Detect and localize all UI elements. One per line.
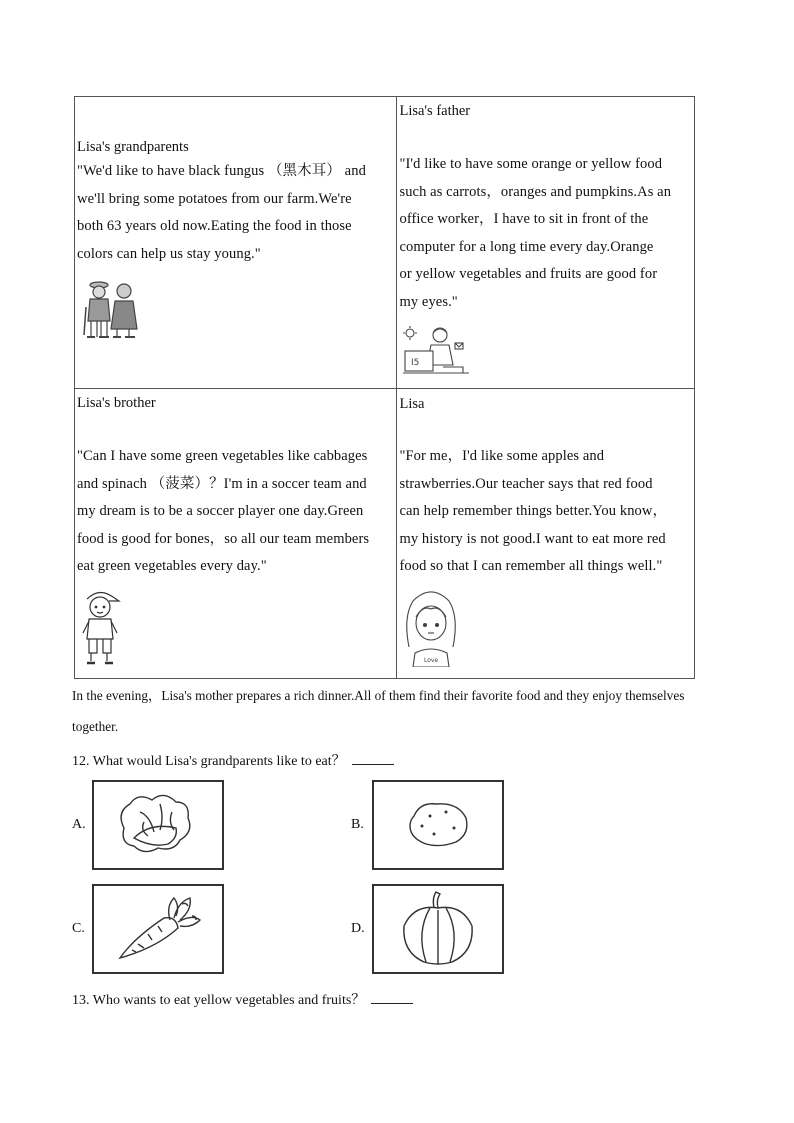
quote-line: office worker，I have to sit in front of the xyxy=(399,211,649,228)
svg-text:I5: I5 xyxy=(411,358,420,368)
paragraph-line: In the evening，Lisa's mother prepares a rich dinner.All of them find their favorite food and they enjoy themselves xyxy=(72,688,685,703)
paragraph-line: together. xyxy=(72,719,119,734)
quote-line: we'll bring some potatoes from our farm.We're xyxy=(77,190,352,207)
quote-line: my dream is to be a soccer player one day.Green xyxy=(77,503,364,520)
quote-line: strawberries.Our teacher says that red food xyxy=(399,475,653,492)
grandparents-quote xyxy=(77,158,395,268)
question-13 xyxy=(72,989,413,1009)
pumpkin-icon xyxy=(374,886,502,972)
quote-line: "I'd like to have some orange or yellow food xyxy=(399,156,663,172)
lisa-name: Lisa xyxy=(399,396,425,412)
girl-shirt-text: Love xyxy=(424,657,439,664)
quote-line: "For me，I'd like some apples and xyxy=(399,448,605,464)
quote-line: "We'd like to have black fungus （黑木耳） and xyxy=(77,163,366,179)
potato-icon xyxy=(374,782,502,868)
lisa-quote xyxy=(399,443,693,581)
cabbage-icon xyxy=(94,782,222,868)
option-d-image[interactable] xyxy=(372,884,504,974)
answer-blank[interactable] xyxy=(352,752,394,765)
quote-line: can help remember things better.You know， xyxy=(399,503,668,520)
quote-line: both 63 years old now.Eating the food in those xyxy=(77,218,352,235)
quote-line: my history is not good.I want to eat more red xyxy=(399,530,666,547)
cell-grandparents xyxy=(75,97,397,389)
quote-line: eat green vegetables every day." xyxy=(77,558,267,575)
option-c-label[interactable]: C. xyxy=(72,921,85,936)
quote-line: food so that I can remember all things well." xyxy=(399,558,663,575)
brother-quote xyxy=(77,443,397,581)
quote-line: computer for a long time every day.Orange xyxy=(399,238,654,255)
father-quote xyxy=(399,151,693,317)
option-c-image[interactable] xyxy=(92,884,224,974)
question-12-text: 12. What would Lisa's grandparents like to eat？ xyxy=(72,754,346,769)
girl-icon xyxy=(401,587,461,667)
option-a-image[interactable] xyxy=(92,780,224,870)
question-12 xyxy=(72,750,394,770)
grandparents-name: Lisa's grandparents xyxy=(77,139,189,155)
cell-father xyxy=(397,97,695,389)
quote-line: or yellow vegetables and fruits are good for xyxy=(399,266,658,283)
question-13-text: 13. Who wants to eat yellow vegetables and fruits？ xyxy=(72,993,366,1008)
answer-blank[interactable] xyxy=(371,991,413,1004)
option-d-label[interactable]: D. xyxy=(351,921,365,936)
quote-line: food is good for bones，so all our team members xyxy=(77,530,370,547)
quote-line: and spinach （菠菜）？I'm in a soccer team and xyxy=(77,475,367,492)
story-paragraph xyxy=(72,680,732,742)
option-b-label[interactable]: B. xyxy=(351,817,364,832)
elderly-couple-icon xyxy=(81,277,143,341)
cell-brother xyxy=(75,389,397,679)
quote-line: such as carrots，oranges and pumpkins.As an xyxy=(399,183,672,200)
carrot-icon xyxy=(94,886,222,972)
quote-line: colors can help us stay young." xyxy=(77,245,261,262)
option-b-image[interactable] xyxy=(372,780,504,870)
quote-line: "Can I have some green vegetables like cabbages xyxy=(77,448,368,464)
option-a-label[interactable]: A. xyxy=(72,817,86,832)
info-table xyxy=(74,96,695,679)
brother-name: Lisa's brother xyxy=(77,395,156,411)
quote-line: my eyes." xyxy=(399,293,458,310)
father-name: Lisa's father xyxy=(399,103,471,119)
boy-icon xyxy=(79,587,123,667)
office-worker-icon xyxy=(403,323,469,377)
cell-lisa xyxy=(397,389,695,679)
